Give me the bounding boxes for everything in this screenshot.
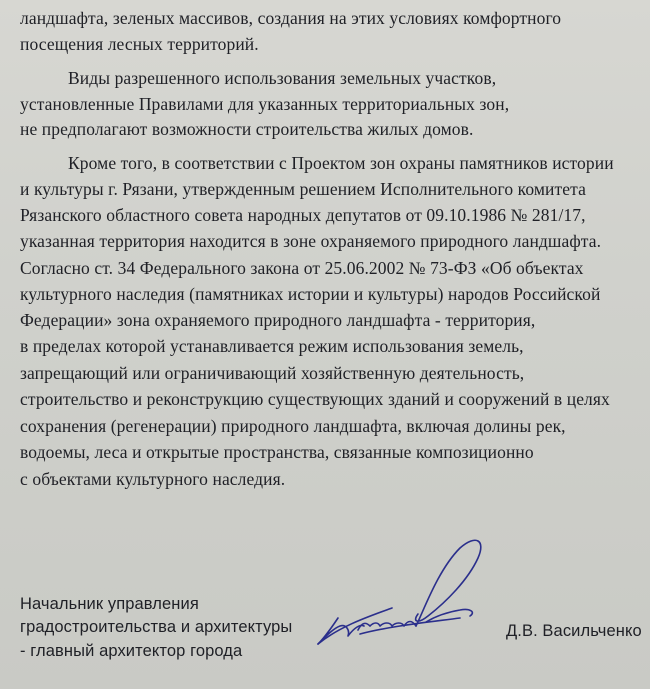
body-line: ландшафта, зеленых массивов, создания на этих условиях комфортного: [20, 8, 562, 28]
body-line: сохранения (регенерации) природного ландшафта, включая долины рек,: [20, 416, 566, 436]
body-line: Кроме того, в соответствии с Проектом зон охраны памятников истории: [68, 153, 614, 173]
signatory-title-line-3: - главный архитектор города: [20, 642, 243, 660]
body-line: культурного наследия (памятниках истории и культуры) народов Российской: [20, 284, 601, 304]
body-line: строительство и реконструкцию существующих зданий и сооружений в целях: [20, 389, 610, 409]
body-line: установленные Правилами для указанных территориальных зон,: [20, 94, 510, 114]
body-line: Виды разрешенного использования земельных участков,: [68, 68, 497, 88]
body-line: Федерации» зона охраняемого природного ландшафта - территория,: [20, 310, 536, 330]
signatory-title-line-2: градостроительства и архитектуры: [20, 618, 293, 636]
handwritten-signature: [300, 530, 500, 660]
body-line: водоемы, леса и открытые пространства, связанные композиционно: [20, 442, 534, 462]
body-line: Согласно ст. 34 Федерального закона от 25.06.2002 № 73-ФЗ «Об объектах: [20, 258, 584, 278]
body-line: в пределах которой устанавливается режим использования земель,: [20, 336, 524, 356]
body-line: посещения лесных территорий.: [20, 34, 259, 54]
body-line: с объектами культурного наследия.: [20, 469, 286, 489]
body-line: Рязанского областного совета народных депутатов от 09.10.1986 № 281/17,: [20, 205, 586, 225]
body-line: не предполагают возможности строительства жилых домов.: [20, 119, 474, 139]
signatory-name: Д.В. Васильченко: [506, 622, 642, 640]
body-line: указанная территория находится в зоне охраняемого природного ландшафта.: [20, 231, 602, 251]
signatory-title-line-1: Начальник управления: [20, 595, 199, 613]
body-line: запрещающий или ограничивающий хозяйственную деятельность,: [20, 363, 525, 383]
body-line: и культуры г. Рязани, утвержденным решением Исполнительного комитета: [20, 179, 586, 199]
